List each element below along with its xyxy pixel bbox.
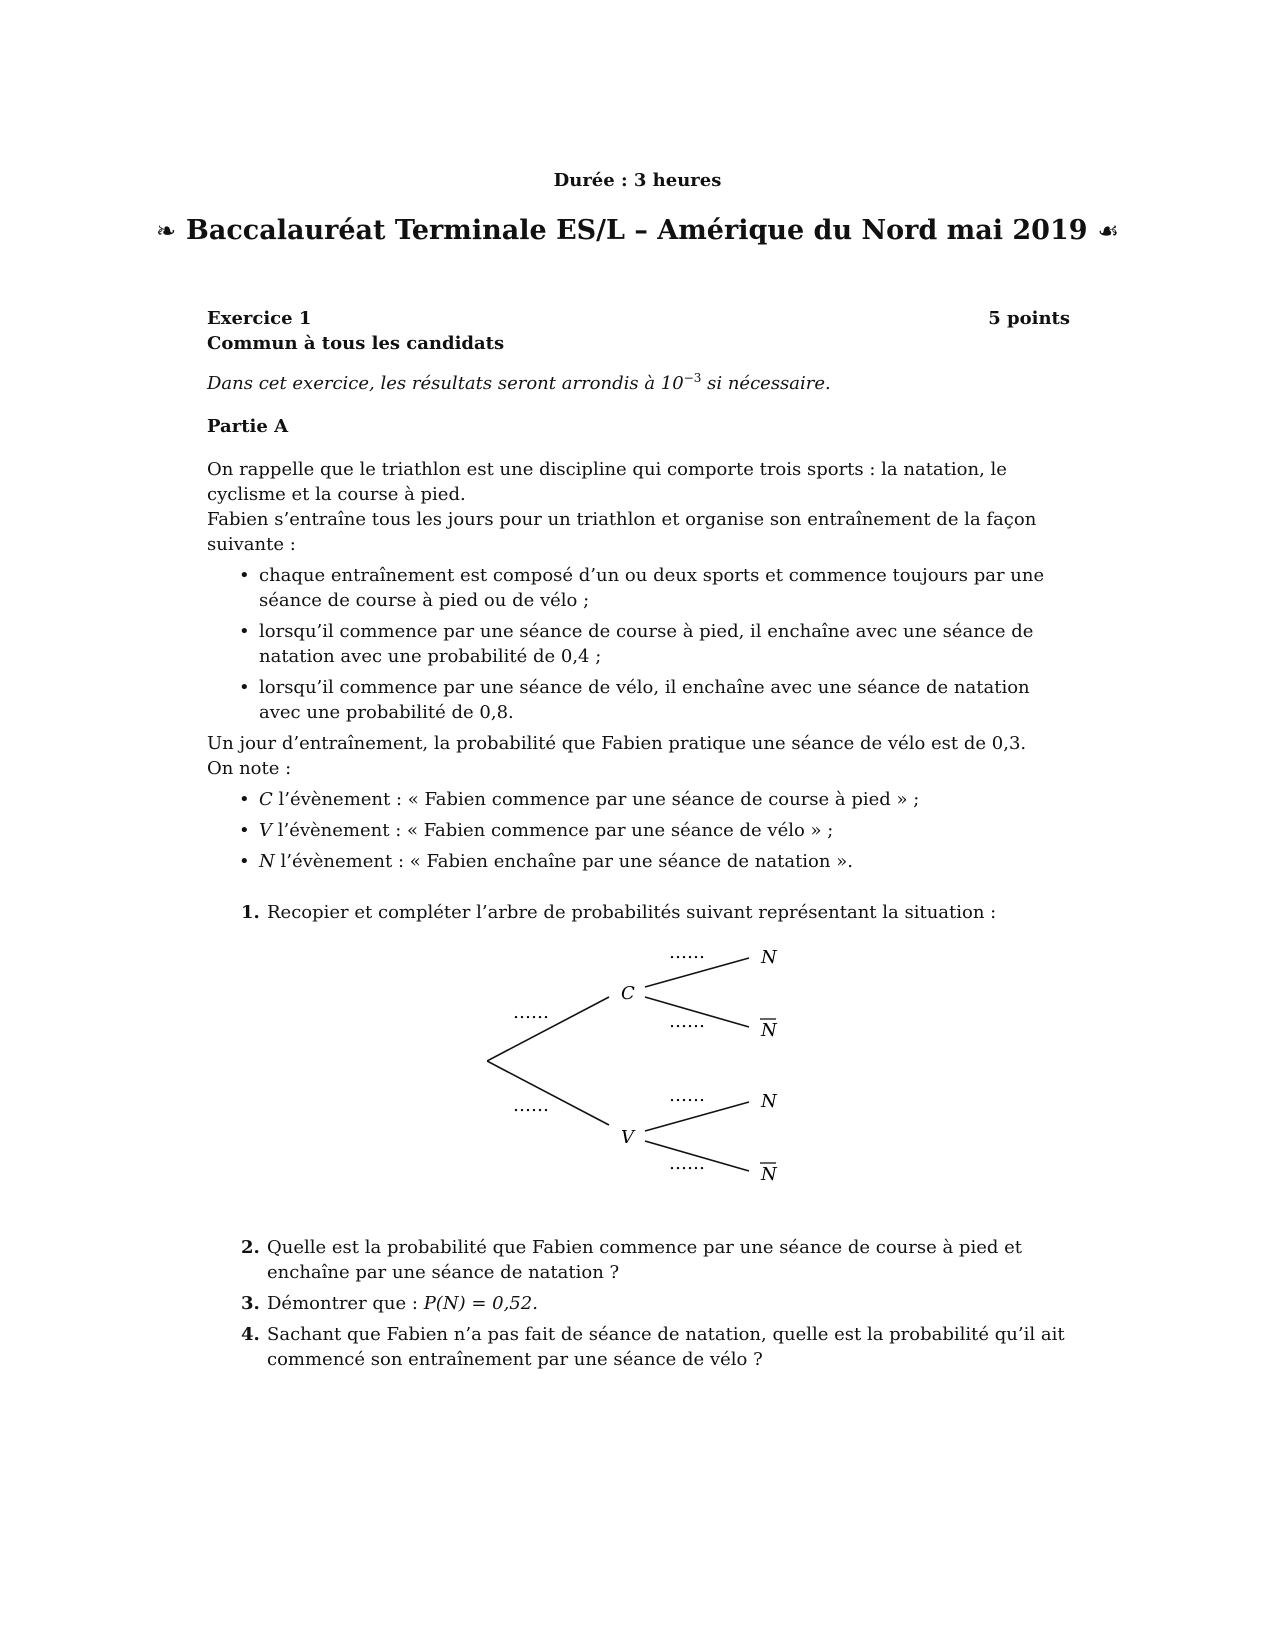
questions-list-continued bbox=[207, 1235, 1070, 1372]
note-prefix: Dans cet exercice, les résultats seront arrondis à 10 bbox=[207, 373, 684, 394]
event-symbol: N bbox=[259, 851, 275, 872]
question-text: Démontrer que : bbox=[267, 1293, 424, 1314]
probability-tree bbox=[207, 935, 1070, 1235]
question-1 bbox=[207, 900, 1070, 925]
list-item bbox=[207, 787, 1070, 812]
exercise-points: 5 points bbox=[988, 308, 1070, 329]
question-2 bbox=[207, 1235, 1070, 1285]
leaf-n-2: N bbox=[761, 1091, 777, 1112]
list-item: • lorsqu’il commence par une séance de vélo, il enchaîne avec une séance de natation avec une probabilité de 0,8. bbox=[207, 675, 1070, 725]
ornament-left-icon: ❧ bbox=[155, 217, 177, 245]
prob-c-nbar: …… bbox=[669, 1011, 705, 1032]
partie-heading: Partie A bbox=[207, 416, 289, 437]
list-item: • chaque entraînement est composé d’un ou deux sports et commence toujours par une séance de course à pied ou de vélo ; bbox=[207, 563, 1070, 613]
formula: P(N) = 0,52. bbox=[423, 1293, 538, 1314]
questions-list bbox=[207, 900, 1070, 925]
prob-v-n: …… bbox=[669, 1085, 705, 1106]
question-text: Recopier et compléter l’arbre de probabilités suivant représentant la situation : bbox=[267, 902, 997, 923]
exercise-content bbox=[207, 306, 1070, 1378]
event-text: l’évènement : « Fabien commence par une séance de vélo » ; bbox=[272, 820, 834, 841]
training-rules-list bbox=[207, 563, 1070, 725]
question-number: 4. bbox=[241, 1324, 260, 1345]
leaf-n-1: N bbox=[761, 947, 777, 968]
question-text: Quelle est la probabilité que Fabien commence par une séance de course à pied et enchaîne par une séance de natation ? bbox=[267, 1237, 1022, 1283]
question-number: 3. bbox=[241, 1293, 260, 1314]
leaf-nbar-2: N bbox=[761, 1164, 777, 1185]
branch-v-n bbox=[645, 1102, 749, 1131]
list-item bbox=[207, 849, 1070, 874]
exercise-audience: Commun à tous les candidats bbox=[207, 333, 505, 354]
paragraph-probability: Un jour d’entraînement, la probabilité que Fabien pratique une séance de vélo est de 0,3. bbox=[207, 733, 1027, 754]
question-number: 2. bbox=[241, 1237, 260, 1258]
ornament-right-icon: ☙ bbox=[1097, 217, 1120, 245]
question-3 bbox=[207, 1291, 1070, 1316]
question-text: Sachant que Fabien n’a pas fait de séance de natation, quelle est la probabilité qu’il ait commencé son entraînement par une séance de vélo ? bbox=[267, 1324, 1065, 1370]
duration: Durée : 3 heures bbox=[553, 170, 722, 191]
list-item: • lorsqu’il commence par une séance de course à pied, il enchaîne avec une séance de natation avec une probabilité de 0,4 ; bbox=[207, 619, 1070, 669]
question-number: 1. bbox=[241, 902, 260, 923]
note-suffix: si nécessaire. bbox=[701, 373, 831, 394]
event-symbol: C bbox=[259, 789, 273, 810]
node-v: V bbox=[621, 1127, 634, 1148]
event-symbol: V bbox=[259, 820, 272, 841]
list-item bbox=[207, 818, 1070, 843]
prob-root-c: …… bbox=[513, 1002, 549, 1023]
node-c: C bbox=[621, 983, 635, 1004]
intro-paragraph-2: Fabien s’entraîne tous les jours pour un triathlon et organise son entraînement de la façon suivante : bbox=[207, 509, 1037, 555]
prob-c-n: …… bbox=[669, 942, 705, 963]
exercise-header bbox=[207, 306, 1070, 331]
page-title bbox=[0, 215, 1275, 246]
tree-diagram bbox=[487, 941, 807, 1201]
title-text: Baccalauréat Terminale ES/L – Amérique du Nord mai 2019 bbox=[186, 215, 1088, 246]
rounding-note bbox=[207, 366, 1070, 396]
prob-v-nbar: …… bbox=[669, 1153, 705, 1174]
note-exponent: −3 bbox=[683, 371, 702, 385]
prob-root-v: …… bbox=[513, 1095, 549, 1116]
event-text: l’évènement : « Fabien enchaîne par une séance de natation ». bbox=[274, 851, 853, 872]
exercise-label: Exercice 1 bbox=[207, 308, 312, 329]
question-4 bbox=[207, 1322, 1070, 1372]
events-list bbox=[207, 787, 1070, 874]
leaf-nbar-1: N bbox=[761, 1020, 777, 1041]
paragraph-notation: On note : bbox=[207, 758, 292, 779]
event-text: l’évènement : « Fabien commence par une séance de course à pied » ; bbox=[272, 789, 920, 810]
intro-paragraph-1: On rappelle que le triathlon est une discipline qui comporte trois sports : la natation, le cyclisme et la course à pied. bbox=[207, 459, 1007, 505]
